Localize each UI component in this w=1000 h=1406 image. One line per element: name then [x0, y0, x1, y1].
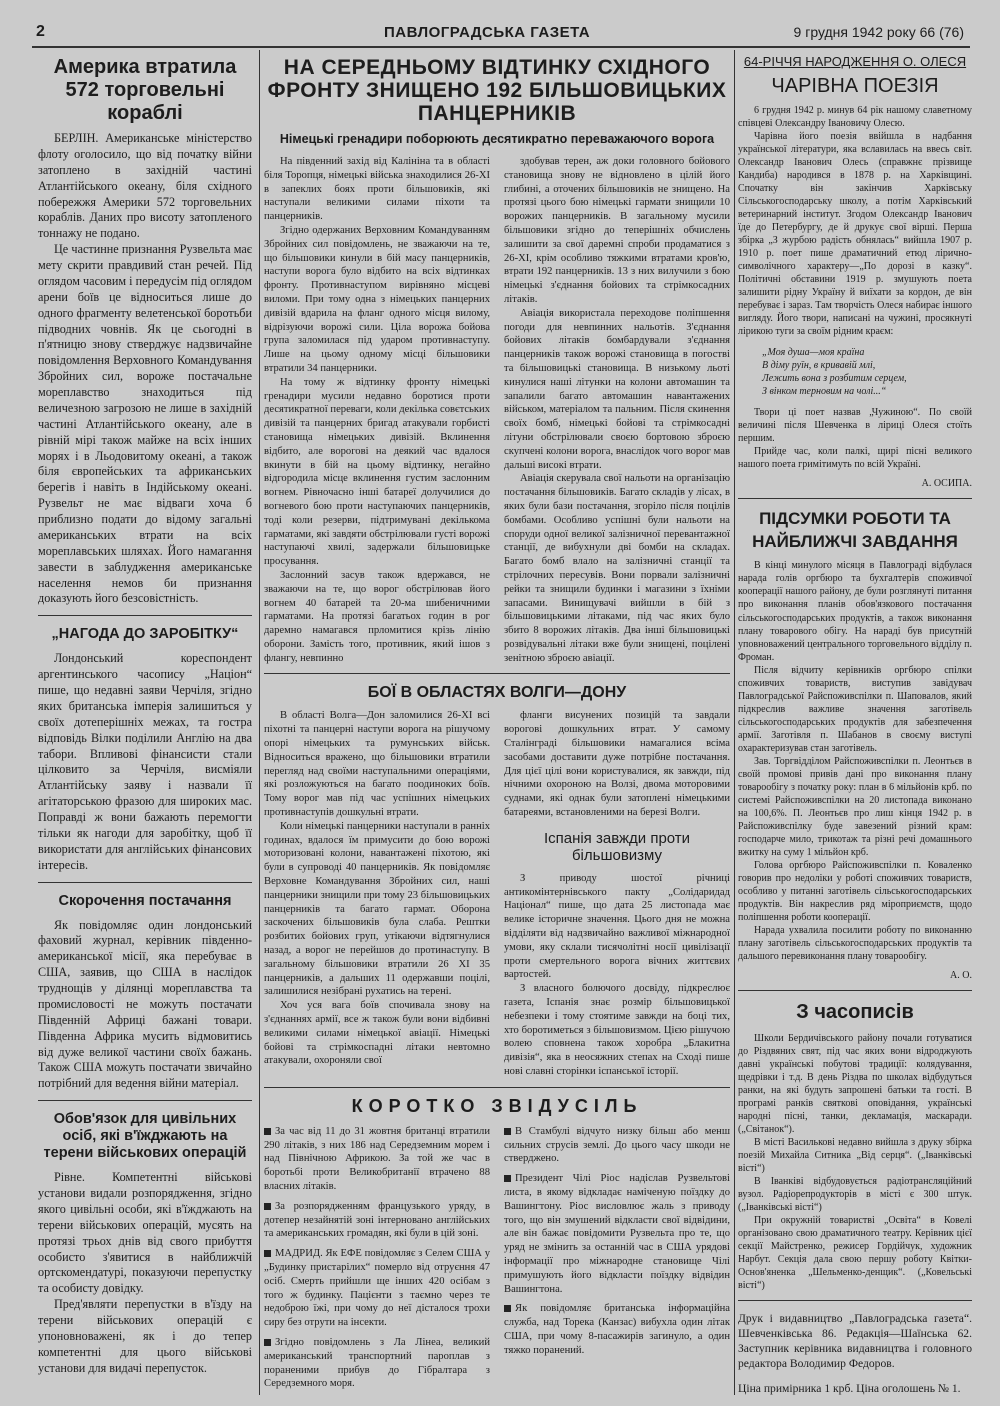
news-item: Президент Чілі Ріос надіслав Рузвельтові листа, в якому відкладає наміченую поїздку до Вашингтону. Ріос висловлює жаль з приводу того, що він змушений відкласти свої відвідини, але він бажає повідомити Рузвельта про те, що уряд не змінить за останній час в США урядові інформації про міжнародне становище Чілі примушують його відкласти поїздку відвідин Вашингтона. [504, 1173, 730, 1295]
divider [738, 1300, 972, 1301]
paragraph: Зав. Торгвідділом Райспоживспілки п. Леонтьєв в своїй промові привів дані про виконання плану товарообігу з початку року: план в 6 мільйонів крб. по системі Райспоживспілки на 20 листопада виконано на 100,6%. П. Леонтьєв про лиш кінця 1942 р. в Райспоживспілку буде завезений різний крам: господарче мило, трикотаж та різні речі домашнього вжитку на суму 1 мільйон крб. [738, 755, 972, 858]
paragraph: Твори ці поет назвав „Чужиною“. По своїй величині після Шевченка в ліриці Олеся стоїть першим. [738, 407, 972, 445]
signature: А. ОСИПА. [921, 478, 972, 490]
news-item: В Стамбулі відчуто низку більш або менш сильних струсів землі. До цього часу шкоди не стверджено. [504, 1125, 730, 1165]
news-item: За час від 11 до 31 жовтня британці втратили 290 літаків, з них 186 над Середземним морем і над Північною Африкою. За той же час в боротьбі проти Великобританії втрачено 88 власних літаків. [264, 1125, 490, 1192]
right-column [738, 52, 972, 1396]
divider [738, 498, 972, 499]
divider [738, 990, 972, 991]
paragraph: 6 грудня 1942 р. минув 64 рік нашому славетному співцеві Олександру Івановичу Олесю. [738, 105, 972, 130]
page-number: 2 [36, 23, 45, 40]
paragraph: Голова оргбюро Райспоживспілки п. Коваленко говорив про недоліки у роботі споживчих товариств, особливо у питанні заготівель сільськогосподарських продуктів. Він накреслив ряд міроприємств, щодо поліпшення роботи кооперації. [738, 859, 972, 923]
paragraph: На тому ж відтинку фронту німецькі гренадири мусили недавно боротися проти десятикратної переваги, коли декілька совєтських дивізій та панцерних бригад атакували горбисті становища німецьких дивізій. Вклинення відбито, але ворогові на деякий час вдалося вкинути в бій на цьому відтинку, негайно відгородила місце вклинення густим заслонним вогнем. Рівночасно інші батареї долучилися до вогневого бою проти наступаючих панцерників, тоді коли резерви, підтримувані декількома гарматами, які завдяти обстрілювали густі ворожі наступаючі хвилі, задержали більшовицьке просування. [264, 376, 490, 568]
signature: А. О. [950, 969, 972, 981]
paragraph: Нарада ухвалила посилити роботу по виконанню плану заготівель сільськогосподарських продуктів та дальшого перевиконання плану товарообігу. [738, 924, 972, 962]
paragraph: Згідно одержаних Верховним Командуванням Збройних сил повідомлень, не зважаючи на те, що більшовики кинули в бій масу панцерників, наступи ворога було відбито на всіх відтинках фронту. Противнаступом вирівняно місцеві виломи. При тому одна з німецьких панцерних дивізій вдарила на фланг одного місця вилому, відрізуючи ворожі сили. Ціла ворожа бойова група заломилася під ударом противнаступу. Лише на цьому одному місці більшовики втратили 34 панцерники. [264, 224, 490, 374]
paragraph: Хоч уся вага боїв спочивала знову на з'єднаннях армії, все ж також були вони відбивні великими силами німецької авіації. Німецькі бойові та стрімкоспадні літаки невтомно атакували, охороняли свої [264, 1000, 490, 1067]
brief-news [264, 1125, 730, 1397]
paragraph: Авіація використала переходове поліпшення погоди для невпинних нальотів. З'єднання бойових літаків бомбардували з'єднання панцерників також ворожі становища в погостві та більшовицькі становища. В низькому льоті кинулися наші літунки на колони автомашин та запалили багато автомашин навантажених військом, матеріалом та пальним. Після скинення своїх бомб, німецькі бойові та стрімкосадні літуни обстрілювали своєю бортовою зброєю скупчені колони ворога, внаслідок чого ворог мав дальші високі втрати. [504, 307, 730, 471]
paragraph: Рівне. Компетентні військові установи видали розпорядження, згідно якого цивільні особи, які в'їжджають на терени військових операцій, мусять на протязі трьох днів від свого прибуття особисто з'явитися в найближчій ортскомендатурі, показуючи перепустку та особисту довідку. [38, 1170, 252, 1296]
paragraph: Пред'являти перепустки в в'їзду на терени військових операцій є упоновноваженi, як і до тепер компетентні для цього військові установи для видачі перепусток. [38, 1297, 252, 1375]
headline-korotko: КОРОТКО ЗВІДУСІЛЬ [351, 1095, 643, 1116]
paragraph: З власного болючого досвіду, підкреслює газета, Іспанія знає розмір більшовицької небезпеки і тому стоятиме завжди на боці тих, хто боротиметься з більшовизмом. Цією рішучою волею сповнена також хоробра „Блакитна дивізія“, яка в неосяжних степах на Сході пише нові славні сторінки іспанської історії. [504, 983, 730, 1078]
column-divider [734, 50, 735, 1395]
issue-date: 9 грудня 1942 року 66 (76) [793, 24, 964, 40]
article-front-body [264, 155, 730, 665]
paragraph: В кінці минулого місяця в Павлограді відбулася нарада голів оргбюро та бухгалтерів споживчої кооперації нашого району, де були розглянуті питання про виконання планів обов'язкового постачання сільськогосподарських продуктів, а також виконання плану товарового обігу. На нараді був присутній уповноважений центрального торговельного відділу п. Фроман. [738, 560, 972, 663]
news-item: Згідно повідомлень з Ла Лінеа, великий американський транспортний пароплав з пораненими прибув до Гібралтара з Середземного моря. [264, 1336, 490, 1390]
bullet-icon [264, 1250, 271, 1257]
headline-spain: Іспанія завжди проти більшовизму [543, 829, 691, 864]
paragraph: Після відчиту керівників оргбюро спілки споживчих товариств, виступив завідувач Павлоградської Райспоживспілки п. Шаповалов, який підкреслив важливе значення заготівель сільськогосподарських продуктів для забезпечення армії. Заготівля п. Шабанов в своєму виступі охарактеризував стан заготівель. [738, 664, 972, 754]
headline-pidsumky: ПІДСУМКИ РОБОТИ ТА НАЙБЛИЖЧІ ЗАВДАННЯ [752, 509, 958, 552]
left-column [38, 52, 252, 1377]
paragraph: В місті Васильковi недавно вийшла з друку збірка поезій Михайла Ситника „Від серця“. („Іванківські вісті“) [738, 1137, 972, 1175]
paragraph: фланги висунених позицій та завдали ворогові дошкульних втрат. У самому Сталінграді більшовики намагалися всіма засобами доставити дуже потрібне постачання. Для цієї цілі вони користувалися, як завжди, під нічними охороною на Волзі, двома моторовими суднами, які однак були затоплені німецькими батареями, встановленими на березі Волги. [504, 710, 730, 819]
news-item: Як повідомляє британська інформаційна служба, над Торека (Канзас) вибухла один літак США, при чому 8-пасажирів загинуло, а один тяжко поранений. [504, 1303, 730, 1356]
paragraph: З приводу шостої річниці антикомінтернівського пакту „Солідаридад Націонал“ пише, що дата 25 листопада має велике історичне значення. Цього дня не можна відділяти від надзвичайно важливої міжнародної умови, яку склали тисячолітні носії цивілізації проти смертельного ворога вічних життєвих вартостей. [504, 872, 730, 981]
divider [264, 673, 730, 674]
bullet-icon [264, 1203, 271, 1210]
headline-front: НА СЕРЕДНЬОМУ ВІДТИНКУ СХІДНОГО ФРОНТУ ЗНИЩЕНО 192 БІЛЬШОВИЦЬКИХ ПАНЦЕРНИКІВ [267, 56, 727, 125]
headline-z-chasopysiv: З часописів [796, 1000, 914, 1023]
masthead [32, 20, 970, 48]
headline-skorochennia: Скорочення постачання [58, 892, 232, 909]
paragraph: Заслонний засув також вдержався, не зважаючи на те, що ворог обстрілював його вогнем 40 батарей та 20-ма шибеничними гарматами. На протязі багатьох годин в рог даремно намагався прломитися крізь лінію оборони. Замість того, противник, який ішов з флангу, невпинно [264, 569, 490, 664]
column-divider [259, 50, 260, 1395]
imprint: Друк і видавництво „Павлоградська газета“. Шевченківська 86. Редакція—Шаїнська 62. Заступник керівника видавництва і головного редактора Володимир Федоров. [738, 1312, 972, 1371]
headline-obovyazok: Обов'язок для цивільних осіб, які в'їжджають на терени військових операцій [43, 1111, 247, 1162]
headline-volga-don: БОЇ В ОБЛАСТЯХ ВОЛГИ—ДОНУ [367, 684, 627, 702]
poem-quote: „Моя душа—моя країна В діму руїн, в кривавій млі, Лежить вона з розбитим серцем, З вінком терновим на чолі...“ [762, 347, 907, 398]
bullet-icon [504, 1305, 511, 1312]
bullet-icon [264, 1339, 271, 1346]
paragraph: Прийде час, коли палкі, щирі пісні великого нашого поета гримітимуть по всій Україні. [738, 446, 972, 471]
paragraph: Це частинне признання Рузвельта має мету скрити правдивий стан речей. Під оглядом часовим і передусім під оглядом арени боїв це відноситься лише до одного фрагменту велетенської боротьби підводних човнів. Як це сьогодні в п'ятницю знову стверджує надзвичайне повідомлення Верховного Командування Збройних сил, вороже постачальне мореплавство знаходиться під величезною загрозою не лише в західній частині Атлантійського океану, але в рівній мірі також майже на всіх інших морях і в Льодовитому океані, а також біля європейських та африканських берегів і навіть в Індійському океані. Рузвельт не має відваги хоча б приблизно подати до відому загальні американських втрати на всіх мореплавських шляхах. Його намагання завести в заблудження американське населення немов би признання доказують його безсовістність. [38, 242, 252, 606]
paragraph: Авіація скерувала свої нальоти на організацію постачання більшовиків. Багато складів у лісах, в яких були бази постачання, згоріло після поцілів бомбами. Особливо успішні були нальоти на споруди одної великої залізничної перевантажної станції, де вибухнули дві бомби на складах. Багато бомб влало на залізничні станції та стрілочних пересувів. Вони порвали залізничні рейки та знищили будинки і магазини з їхніми запасами. Винищувачі вийшли в бій з більшовицькими літаками, під час яких було збито 8 ворожих літаків. Два інші більшовицькі розвідувальні літаки вже були знищені, поцілені зенітною зброєю авіації. [504, 473, 730, 664]
price-note: Ціна примірника 1 крб. Ціна оголошень № 1. [738, 1382, 961, 1396]
paragraph: здобував терен, аж доки головного бойового становища знову не відновлено в цілій його глибині, а оточених більшовиків не знищено. На протязі цього бою німецькі гармати знищили 10 ворожих панцерників. В загальному мусили більшовики згідно до теперішніх обчислень залишити за свої даремні спроби продаматися з 26-ХІ, крім особливо тяжкими втратами кров'ю, втрати 192 панцерників. 13 з них вилучили з бою німецькі з'єднання бойових та стрімкосадних літаків. [504, 156, 730, 305]
headline-nagoda: „НАГОДА ДО ЗАРОБІТКУ“ [51, 626, 239, 643]
paragraph: В області Волга—Дон заломилися 26-ХІ всі піхотні та панцерні наступи ворога на рішучому опорі німецьких та румунських військ. Відноситься вражено, що більшовики втратили перегляд над своїми наступальними операціями, які розложуються на багато поодиноких боїв. Тому ворог мав під час успішних німецьких противнаступів дошкульні втрати. [264, 710, 490, 819]
divider [38, 1100, 252, 1101]
paragraph: В Іванківі відбудовується радіотрансляційний вузол. Радіорепродукторів в місті є 300 штук. („Іванківські вісті“) [738, 1176, 972, 1214]
bullet-icon [504, 1175, 511, 1182]
divider [38, 615, 252, 616]
bullet-icon [504, 1128, 511, 1135]
paragraph: Коли німецькі панцерники наступали в ранніх годинах, вдалося їм примусити до бою ворожі моторизовані колони, навантажені піхотою, які були в супроводі 40 панцерників. Як повідомляє Верховне Командування Збройних сил, наші панцерники знищили при тому 23 більшовицьких панцерників та багато гармат. Оборона заскочених більшовиків була слаба. Рештки розбитих бойових груп, утікаючи відтягнулися назад, а ворог не перейшов до протинаступу. В загальному більшовики втратили 26 ХІ 35 панцерників, а дальших 11 одержавши поцілі, залишилися незібрані рухатись на терені. [264, 820, 490, 998]
divider [264, 1087, 730, 1088]
article-volga-body [264, 709, 730, 1078]
paragraph: Як повідомляє один лондонський фаховий журнал, керівник південно-американської місії, яка перебуває в США, заявив, що США в наслідок труднощів у ділянці мореплавства та промисловості не можуть постачати Південній Африці бажані товари. Південна Африка мусить відмовитись від дуже великої частини своїх бажань. Також США можуть постачати звичайно потрібний для ведення війни матеріал. [38, 917, 252, 1091]
paragraph: При окружній товаристві „Освіта“ в Ковелі організовано свою драматичного театру. Керівник цієї секції Майстренко, режисер Гордійчук, художник Нарбут. Секція дала свою першу роботу Квітки-Основ'яненка „Шельменко-денщик“. („Ковельські вісті“) [738, 1215, 972, 1292]
news-item: МАДРИД. Як ЕФЕ повідомляє з Селем США у „Будинку пристарілих“ померло від отруєння 47 осіб. Смерть прийшли ще інших 420 осібам з того ж будинку. Пацієнти з таємно через те недоброю їжі, при чому до неї дісталося трохи сиру без отрути на інсекти. [264, 1248, 490, 1329]
paragraph: БЕРЛІН. Американське міністерство флоту оголосило, що від початку війни затоплено в західній частині Атлантійського океану, біля східного побережжя Америки 572 торговельних кораблів. Даних про висоту затопленого тоннажу не подано. [38, 131, 252, 241]
news-item: За розпорядженням французького уряду, в дотепер незайнятій зоні інтерновано англійських та американських громадян, які були в цій зоні. [264, 1200, 490, 1240]
paragraph: Лондонський кореспондент аргентинського часопису „Націон“ пише, що недавні заяви Черчіля, згідно яких британська імперія залишиться у своїх дотеперішніх межах, та гостра відповідь Вілки поділили Англію на два табори. Впливові фінансисти стали цілковито за Черчіля, висміяли Атлантійську заяву і назвали її агітаторською фразою для широких мас. Поправді ж вони бажають перемогти тільки як нагоди для заробітку, щоб її використати для англійських фінансових інтересів. [38, 651, 252, 872]
paragraph: Чарівна його поезія ввійшла в надбання української літератури, яка вславилась на ввесь світ. Олександр Іванович Олесь (справжнє прізвище Кандиба) народився в 1878 р. на Харківщині. Спочатку він закінчив Харківську Сільськогосподарську школу, а потім Харківський ветеринарний інститут. Згодом Олександр Іванович їде до Петербургу, де й друкує свої вірші. Перша збірка „З журбою радість обнялась“ вийшла 1907 р. 1910 р. поет пише драматичний етюд лірично-символічного характеру—„По дорозі в казку“. Політичні обставини 1919 р. змушують поета залишити рідну Україну й виїхати за кордон, де він перебуває і зараз. Там творчість Олеся набирає іншого вигляду. Його твори, написані на чужині, просякнуті лірикою туги за своїм рідним краєм: [738, 131, 972, 338]
subheadline-grenadiers: Німецькі гренадири поборюють десятикратно переважаючого ворога [279, 132, 715, 146]
bullet-icon [264, 1128, 271, 1135]
rubric-oles: 64-РІЧЧЯ НАРОДЖЕННЯ О. ОЛЕСЯ [743, 54, 967, 69]
headline-charivna: ЧАРІВНА ПОЕЗІЯ [771, 75, 939, 97]
headline-america: Америка втратила 572 торговельні кораблі [53, 56, 237, 124]
paragraph: На південний захід від Калініна та в області біля Торопця, німецькі війська знаходилися 26-ХІ в запеклих боях проти більшовиків, які наступали великими силами піхоти та панцерників. [264, 156, 490, 223]
center-column [264, 52, 730, 1397]
newspaper-name: ПАВЛОГРАДСЬКА ГАЗЕТА [384, 24, 591, 41]
paragraph: Школи Бердичівського району почали готуватися до Різдвяних свят, під час яких вони відроджують давні українські побутові традиції: колядування, щедрівки і т.д. В день Різдва по школах відбудуться ранки, на які будуть запрошені батьки та гості. В програмі ранків святкові оповідання, українські народні пісні, танки, декламація, маскаради. („Світанок“). [738, 1032, 972, 1136]
divider [38, 882, 252, 883]
